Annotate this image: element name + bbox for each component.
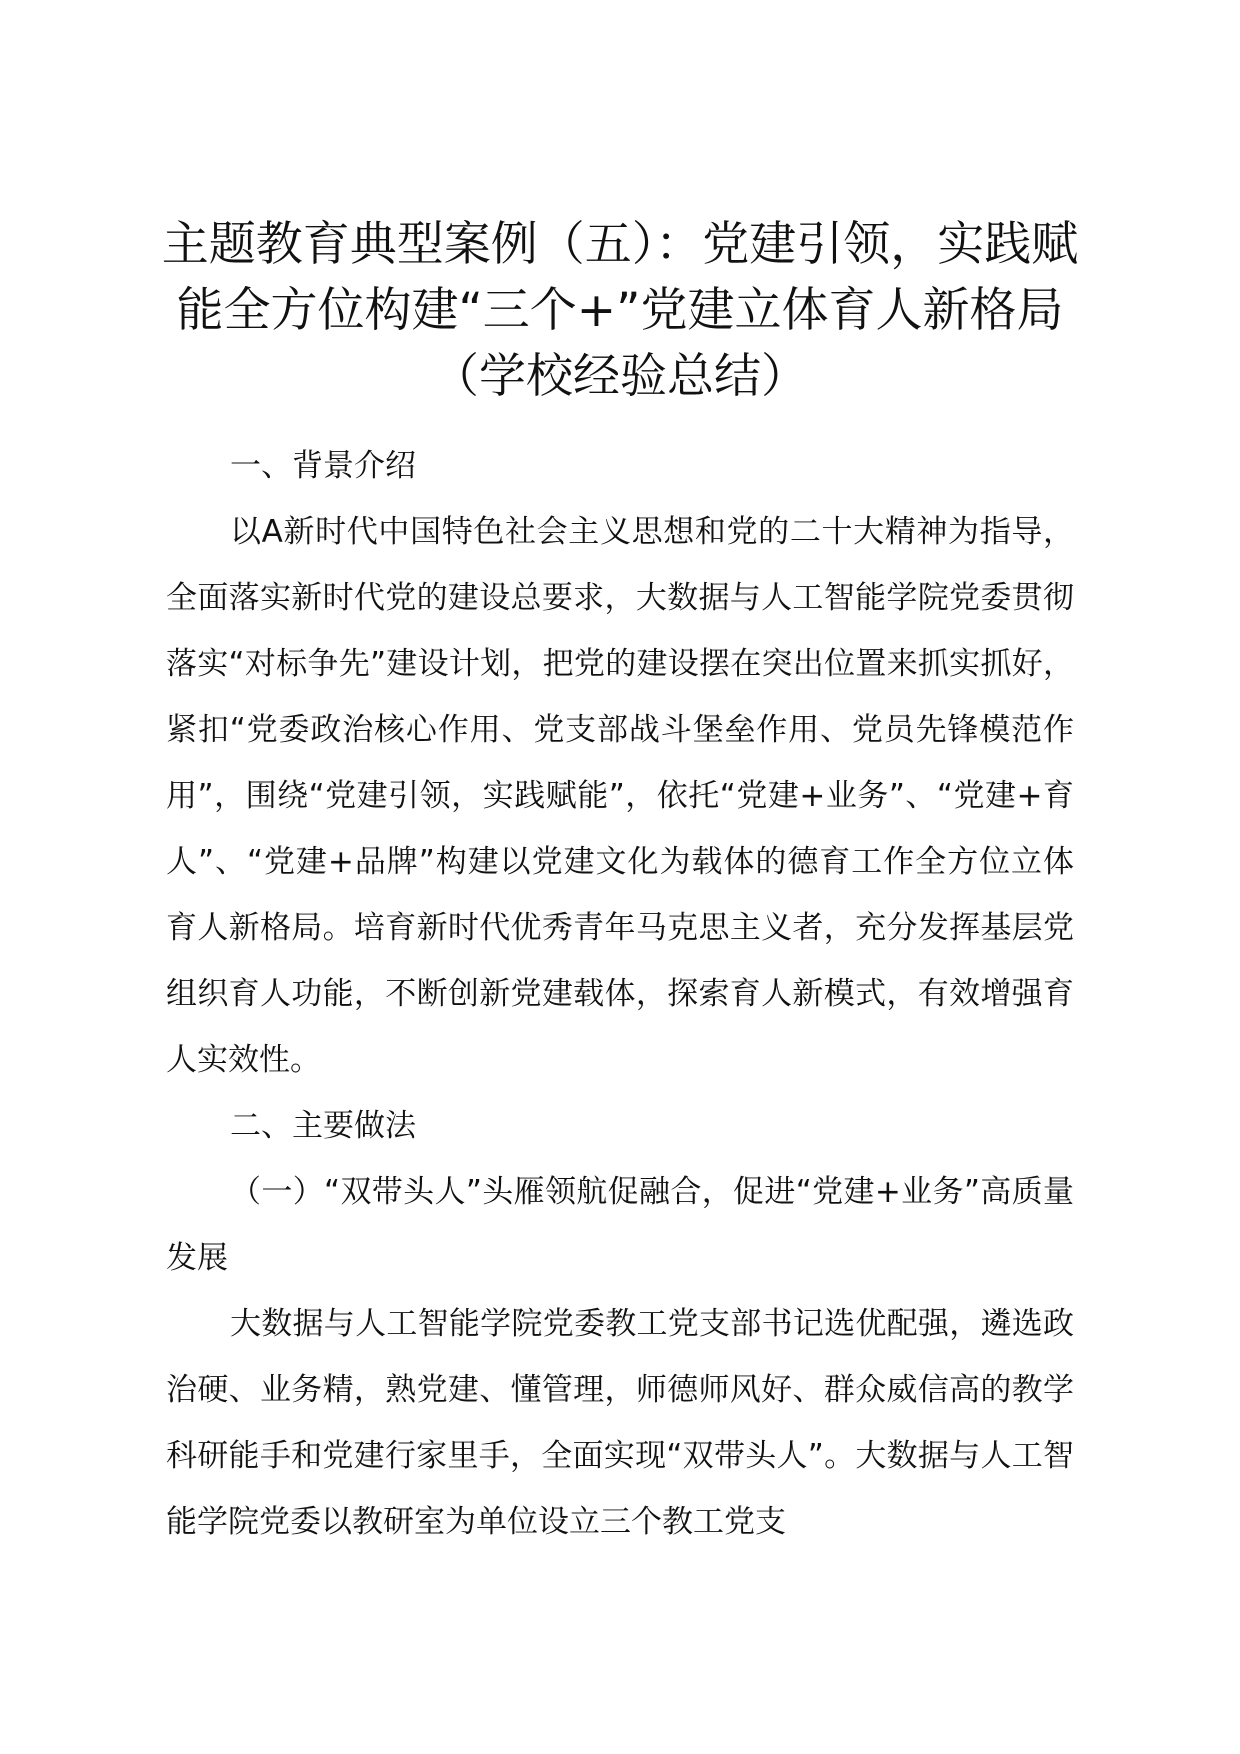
title-line-2: 能全方位构建“三个+”党建立体育人新格局 — [176, 283, 1064, 338]
section-1-heading: 一、背景介绍 — [230, 448, 416, 484]
title-line-1: 主题教育典型案例（五）：党建引领，实践赋 — [161, 217, 1079, 272]
subsection-1-paragraph: 大数据与人工智能学院党委教工党支部书记选优配强，遴选政治硬、业务精，熟党建、懂管理，师德师风好、群众威信高的教学科研能手和党建行家里手，全面实现“双带头人”。大数据与人工智能学院党委以教研室为单位设立三个教工党支 — [166, 1306, 1074, 1540]
subsection-1-heading: （一）“双带头人”头雁领航促融合，促进“党建+业务”高质量发展 — [166, 1174, 1074, 1276]
section-2-heading: 二、主要做法 — [230, 1108, 416, 1144]
document-body — [166, 433, 1074, 1555]
document-title — [150, 212, 1090, 410]
title-line-3: （学校经验总结） — [432, 349, 808, 404]
section-1-paragraph: 以A新时代中国特色社会主义思想和党的二十大精神为指导，全面落实新时代党的建设总要求，大数据与人工智能学院党委贯彻落实“对标争先”建设计划，把党的建设摆在突出位置来抓实抓好，紧扣“党委政治核心作用、党支部战斗堡垒作用、党员先锋模范作用”，围绕“党建引领，实践赋能”，依托“党建+业务”、“党建+育人”、“党建+品牌”构建以党建文化为载体的德育工作全方位立体育人新格局。培育新时代优秀青年马克思主义者，充分发挥基层党组织育人功能，不断创新党建载体，探索育人新模式，有效增强育人实效性。 — [166, 514, 1074, 1078]
